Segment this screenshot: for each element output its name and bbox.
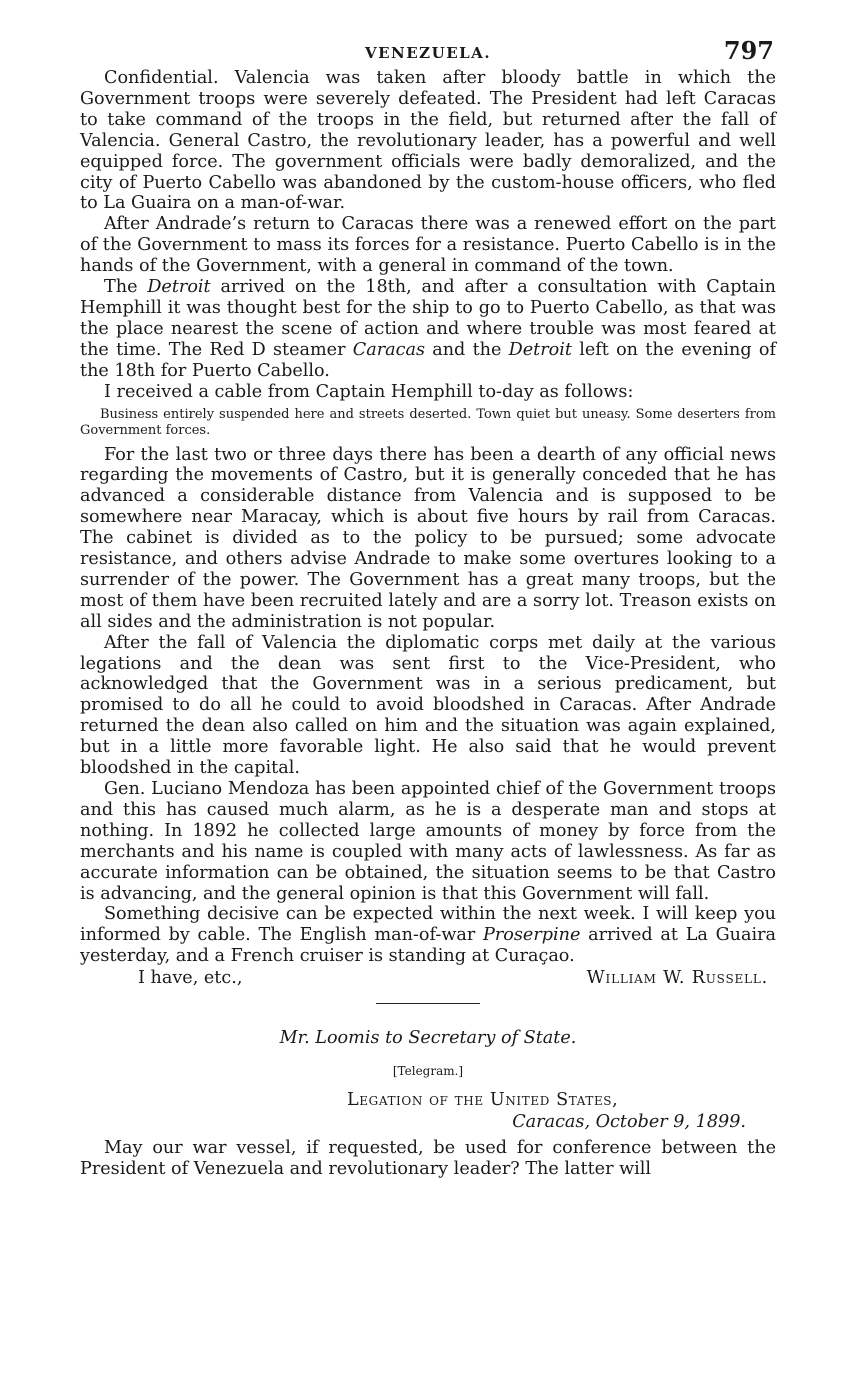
section-divider <box>376 1003 480 1004</box>
page-header <box>80 38 776 68</box>
telegram-body <box>80 1138 776 1180</box>
letter-closing <box>80 967 776 989</box>
letter-body <box>80 68 776 967</box>
paragraph: For the last two or three days there has been a dearth of any official news regarding the movements of Castro, but it is generally conceded that he has advanced a considerable distance from Valencia and is supposed to be somewhere near Maracay, which is about five hours by rail from Caracas. The cabinet is divided as to the policy to be pursued; some advocate resistance, and others advise Andrade to make some overtures looking to a surrender of the power. The Government has a great many troops, but the most of them have been recruited lately and are a sorry lot. Treason exists on all sides and the administration is not popular. <box>80 444 776 632</box>
document-page <box>80 38 776 1180</box>
text-run: arrived on the 18th, and after a consultation with Captain Hemphill it was thought best for the ship to go to Puerto Cabello, as that was the place nearest the scene of action and where trouble was most feared at the time. The Red D steamer <box>80 277 776 360</box>
paragraph: May our war vessel, if requested, be used for conference between the President of Venezuela and revolutionary leader? The latter will <box>80 1138 776 1180</box>
paragraph: After Andrade’s return to Caracas there was a renewed effort on the part of the Government to mass its forces for a resistance. Puerto Cabello is in the hands of the Government, with a general in command of the town. <box>80 214 776 277</box>
ship-name: Detroit <box>508 339 572 360</box>
paragraph: I received a cable from Captain Hemphill to-day as follows: <box>104 381 634 402</box>
text-run: The <box>104 277 148 298</box>
cable-quote: Business entirely suspended here and streets deserted. Town quiet but uneasy. Some deserters from Government forces. <box>80 406 776 438</box>
ship-name: Proserpine <box>483 925 581 946</box>
paragraph: Confidential. Valencia was taken after bloody battle in which the Government troops were severely defeated. The President had left Caracas to take command of the troops in the field, but returned after the fall of Valencia. General Castro, the revolutionary leader, has a powerful and well equipped force. The government officials were badly demoralized, and the city of Puerto Cabello was abandoned by the custom-house officers, who fled to La Guaira on a man-of-war. <box>80 68 776 214</box>
paragraph-final <box>80 904 776 967</box>
telegram-tag: [Telegram.] <box>392 1064 464 1079</box>
telegram-title: Mr. Loomis to Secretary of State. <box>279 1028 577 1049</box>
ship-name: Caracas <box>352 339 425 360</box>
closing-phrase: I have, etc., <box>138 968 243 989</box>
text-run: arrived at La Guaira yesterday, and a French cruiser is standing at Curaçao. <box>80 925 776 967</box>
page-number: 797 <box>723 36 774 65</box>
text-run: Something decisive can be expected within the next week. I will keep you informed by cable. The English man-of-war <box>80 904 776 946</box>
ship-name: Detroit <box>147 277 211 298</box>
paragraph: Gen. Luciano Mendoza has been appointed chief of the Government troops and this has caused much alarm, as he is a desperate man and stops at nothing. In 1892 he collected large amounts of money by force from the merchants and his name is coupled with many acts of lawlessness. As far as accurate information can be obtained, the situation seems to be that Castro is advancing, and the general opinion is that this Government will fall. <box>80 779 776 904</box>
paragraph-detroit <box>80 277 776 382</box>
legation-line: Legation of the United States, <box>347 1090 619 1111</box>
paragraph: After the fall of Valencia the diplomatic corps met daily at the various legations and the dean was sent first to the Vice-President, who acknowledged that the Government was in a serious predicament, but promised to do all he could to avoid bloodshed in Caracas. After Andrade returned the dean also called on him and the situation was again explained, but in a little more favorable light. He also said that he would prevent bloodshed in the capital. <box>80 632 776 779</box>
signature: William W. Russell. <box>586 968 768 989</box>
text-run: and the <box>424 339 509 360</box>
dateline: Caracas, October 9, 1899. <box>512 1112 746 1133</box>
text-run: left on the evening of the 18th for Puerto Cabello. <box>80 339 777 381</box>
running-title: VENEZUELA. <box>364 44 492 62</box>
